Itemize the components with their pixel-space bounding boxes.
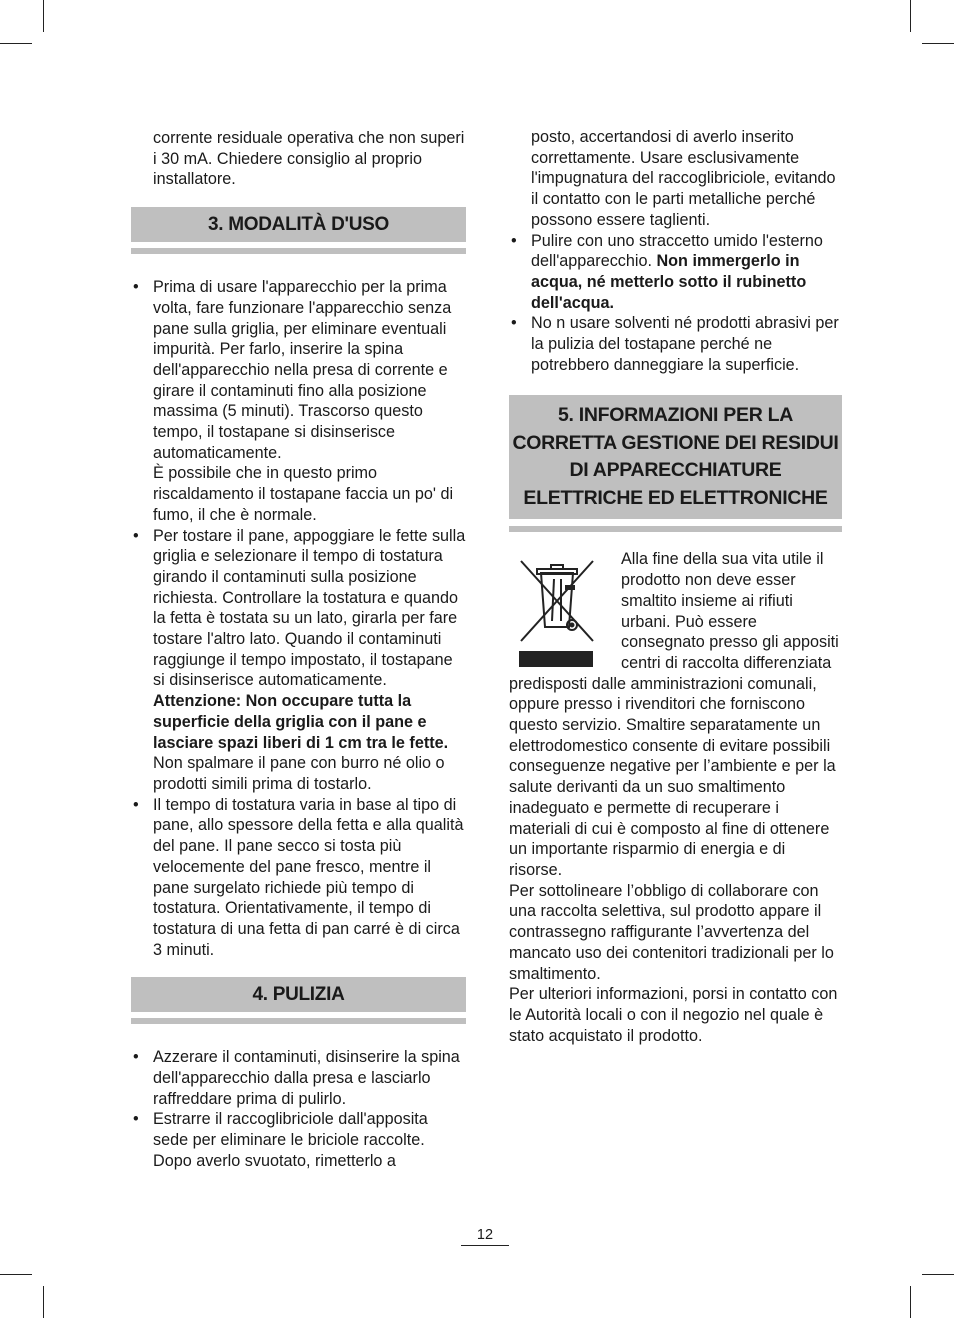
list-item bbox=[509, 231, 842, 314]
list-item bbox=[131, 526, 466, 795]
intro-text: corrente residuale operativa che non superi i 30 mA. Chiedere consiglio al proprio installatore. bbox=[153, 129, 465, 189]
list-item bbox=[131, 795, 466, 961]
left-column bbox=[131, 128, 466, 1172]
warning-text: Attenzione: Non occupare tutta la superficie della griglia con il pane e lasciare spazi liberi di 1 cm tra le fette. bbox=[153, 692, 449, 752]
section-5-heading: 5. INFORMAZIONI PER LA CORRETTA GESTIONE DEI RESIDUI DI APPARECCHIATURE ELETTRICHE ED ELETTRONICHE bbox=[509, 395, 842, 519]
cleaning-list bbox=[509, 231, 842, 376]
crop-mark bbox=[922, 43, 954, 44]
section-3-list bbox=[131, 277, 466, 960]
weee-text: Per sottolineare l’obbligo di collaborare con una raccolta selettiva, sul prodotto appare il contrassegno raffigurante l’avvertenza del mancato uso dei contenitori tradizionali per lo smaltimento. bbox=[509, 881, 834, 983]
crop-mark bbox=[43, 0, 44, 32]
crossed-out-wheelie-bin-icon bbox=[509, 553, 609, 671]
list-item-text: Pulire con uno straccetto umido l'esterno dell'apparecchio. bbox=[531, 231, 823, 271]
crop-mark bbox=[910, 1286, 911, 1318]
page-number: 12 bbox=[461, 1226, 509, 1246]
weee-text: Per ulteriori informazioni, porsi in contatto con le Autorità locali o con il negozio nel quale è stato acquistato il prodotto. bbox=[509, 985, 838, 1045]
crop-mark bbox=[910, 0, 911, 32]
list-item bbox=[131, 277, 466, 525]
section-4-heading: 4. PULIZIA bbox=[131, 977, 466, 1012]
section-4-list bbox=[131, 1047, 466, 1171]
list-item-text: • Per tostare il pane, appoggiare le fette sulla griglia e selezionare il tempo di tostatura girando il contaminuti sulla posizione richiesta. Controllare la tostatura e quando la fetta è tostata su un lato, girarla per fare tostare l'altro lato. Quando il contaminuti raggiunge il tempo impostato, il tostapane si disinserisce automaticamente. bbox=[153, 526, 466, 690]
right-column bbox=[509, 127, 842, 1046]
weee-text: Alla fine della sua vita utile il prodotto non deve esser smaltito insieme ai rifiuti urbani. Può essere consegnato presso gli appositi centri di raccolta differenziata predisposti dalle amministrazioni comunali, oppure presso i rivenditori che forniscono questo servizio. Smaltire separatamente un elettrodomestico consente di evitare possibili conseguenze negative per l’ambiente e per la salute derivanti da un suo smaltimento inadeguato e permette di recuperare i materiali di cui è composto al fine di ottenere un importante risparmio di energia e di risorse. bbox=[509, 550, 839, 879]
list-item: • Estrarre il raccoglibriciole dall'apposita sede per eliminare le briciole raccolte. Dopo averlo svuotato, rimetterlo a bbox=[131, 1109, 466, 1171]
crop-mark bbox=[922, 1274, 954, 1275]
continued-text: posto, accertandosi di averlo inserito correttamente. Usare esclusivamente l'impugnatura del raccoglibriciole, evitando il contatto con le parti metalliche perché possono essere taglienti. bbox=[531, 128, 836, 229]
crop-mark bbox=[43, 1286, 44, 1318]
list-item: • No n usare solventi né prodotti abrasivi per la pulizia del tostapane perché ne potrebbero danneggiare la superficie. bbox=[509, 313, 842, 375]
list-item-text: • Prima di usare l'apparecchio per la prima volta, fare funzionare l'apparecchio senza pane sulla griglia, per eliminare eventuali impurità. Per farlo, inserire la spina dell'apparecchio nella presa di corrente e girare il contaminuti fino alla posizione massima (5 minuti). Trascorso questo tempo, il tostapane si disinserisce automaticamente. bbox=[153, 278, 452, 462]
crop-mark bbox=[0, 43, 32, 44]
list-item-text: Non spalmare il pane con burro né olio o prodotti simili prima di tostarlo. bbox=[153, 754, 445, 793]
list-item: • Azzerare il contaminuti, disinserire la spina dell'apparecchio dalla presa e lasciarlo raffreddare prima di pulirlo. bbox=[131, 1047, 466, 1109]
crop-mark bbox=[0, 1274, 32, 1275]
list-item-text: È possibile che in questo primo riscaldamento il tostapane faccia un po' di fumo, il che è normale. bbox=[153, 464, 454, 524]
section-3-heading: 3. MODALITÀ D'USO bbox=[131, 207, 466, 242]
list-item-text: • Il tempo di tostatura varia in base al tipo di pane, allo spessore della fetta e alla qualità del pane. Il pane secco si tosta più velocemente del pane fresco, mentre il pane surgelato richiede più tempo di tostatura. Orientativamente, il tempo di tostatura di una fetta di pan carré è di circa 3 minuti. bbox=[153, 795, 464, 959]
weee-section bbox=[509, 549, 842, 1046]
warning-text: Non immergerlo in acqua, né metterlo sotto il rubinetto dell'acqua. bbox=[531, 252, 807, 312]
